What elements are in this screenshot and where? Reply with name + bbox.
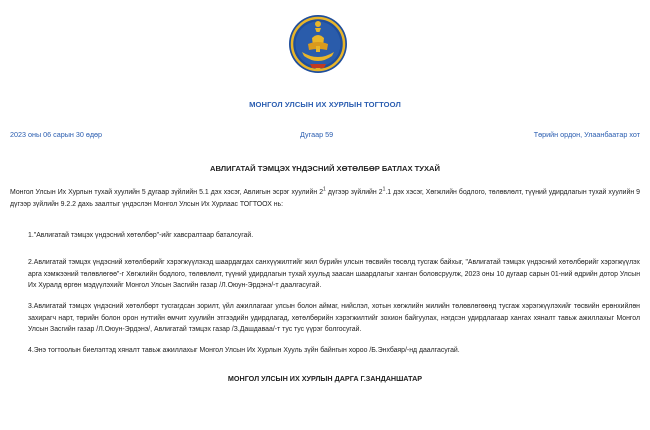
document-date: 2023 оны 06 сарын 30 өдөр: [10, 130, 103, 139]
signature-line: МОНГОЛ УЛСЫН ИХ ХУРЛЫН ДАРГА Г.ЗАНДАНШАТАР: [227, 374, 423, 383]
document-number: Дугаар 59: [300, 130, 334, 139]
resolution-paragraph-2: 2.Авлигатай тэмцэх үндэсний хөтөлбөрийг хэрэгжүүлэхэд шаардагдах санхүүжилтийг жил бүрийн улсын төсвийн төсөлд тусгаж байхыг, "Авлигатай тэмцэх үндэсний хөтөлбөрийг хэрэгжүүлэх арга хэмжээний төлөвлөгөө"-г Хөгжлийн бодлого, төлөвлөлт, түүний удирдлагын тухай хуульд заасан шаардлагыг ханган боловсруулж, 2023 оны 10 дугаар сарын 01-ний өдрийн дотор Улсын Их Хуралд өргөн мэдүүлэхийг Монгол Улсын Засгийн газар /Л.Оюун-Эрдэнэ/-т даалгасугай.: [28, 259, 640, 289]
resolution-paragraph-1: 1."Авлигатай тэмцэх үндэсний хөтөлбөр"-ийг хавсралтаар баталсугай.: [28, 232, 254, 239]
document-type-heading: МОНГОЛ УЛСЫН ИХ ХУРЛЫН ТОГТООЛ: [249, 100, 401, 109]
document-place: Төрийн ордон, Улаанбаатар хот: [533, 130, 640, 139]
resolution-paragraph-3: 3.Авлигатай тэмцэх үндэсний хөтөлбөрт тусгагдсан зорилт, үйл ажиллагааг улсын болон аймаг, нийслэл, хотын хөгжлийн жилийн төлөвлөгөөнд тусгаж хэрэгжүүлэхийг төсвийн ерөнхийлөн захирагч нарт, төрийн болон орон нутгийн өмчит хуулийн этгээдийн удирдлагад, хөтөлбөрийн хэрэгжилтийг зохион байгуулах, нэгдсэн удирдлагаар хангах хяналт тавьж ажиллахыг Монгол Улсын Засгийн газар /Л.Оюун-Эрдэнэ/, Авлигатай тэмцэх газар /З.Дашдаваа/-т тус тус үүрэг болгосугай.: [28, 303, 640, 333]
intro-paragraph: Монгол Улсын Их Хурлын тухай хуулийн 5 дугаар зүйлийн 5.1 дэх хэсэг, Авлигын эсрэг хуулийн $2^1$ дүгээр зүйлийн $2^1.1$ дэх хэсэг, Хөгжлийн бодлого, төлөвлөлт, түүний удирдлагын тухай хуулийн 9 дүгээр зүйлийн 9.2.2 дахь заалтыг үндэслэн Монгол Улсын Их Хурлаас ТОГТООХ нь:: [10, 186, 640, 208]
state-emblem-icon: [288, 14, 348, 76]
resolution-paragraph-4: 4.Энэ тогтоолын биелэлтэд хяналт тавьж ажиллахыг Монгол Улсын Их Хурлын Хууль зүйн байнгын хороо /Б.Энхбаяр/-нд даалгасугай.: [28, 347, 460, 354]
document-title: АВЛИГАТАЙ ТЭМЦЭХ ҮНДЭСНИЙ ХӨТӨЛБӨР БАТЛАХ ТУХАЙ: [210, 164, 440, 173]
